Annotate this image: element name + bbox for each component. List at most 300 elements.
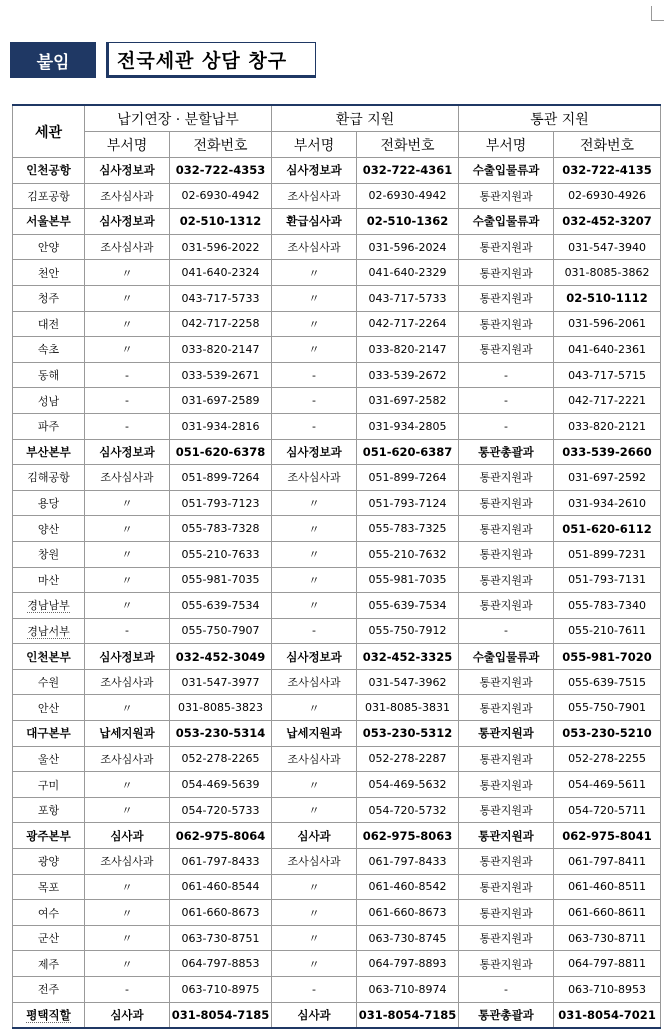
deferral-dept-text: - bbox=[125, 624, 129, 638]
customs-office-cell bbox=[13, 311, 85, 337]
clearance-phone-text: 055-210-7611 bbox=[568, 624, 646, 638]
customs-office-text: 안산 bbox=[37, 701, 60, 715]
deferral-phone-text: 055-750-7907 bbox=[181, 624, 260, 638]
refund-phone-cell bbox=[357, 593, 459, 619]
refund-phone-text: 063-730-8745 bbox=[368, 931, 447, 945]
refund-phone-text: 033-539-2672 bbox=[368, 368, 447, 382]
refund-dept-cell bbox=[272, 644, 357, 670]
refund-phone-cell bbox=[357, 951, 459, 977]
clearance-phone-text: 02-510-1112 bbox=[566, 291, 648, 306]
refund-phone-text: 061-797-8433 bbox=[368, 854, 447, 868]
refund-dept-text: 〃 bbox=[308, 548, 320, 562]
clearance-dept-cell bbox=[459, 593, 554, 619]
clearance-dept-cell bbox=[459, 465, 554, 491]
refund-dept-text: 심사정보과 bbox=[286, 649, 342, 664]
clearance-dept-cell bbox=[459, 337, 554, 363]
refund-dept-text: 〃 bbox=[308, 266, 320, 280]
clearance-dept-cell bbox=[459, 721, 554, 747]
deferral-phone-text: 052-278-2265 bbox=[181, 752, 260, 766]
table-row bbox=[13, 541, 661, 567]
refund-dept-text: 조사심사과 bbox=[287, 241, 341, 255]
refund-phone-text: 064-797-8893 bbox=[368, 957, 447, 971]
clearance-dept-text: - bbox=[504, 368, 509, 382]
clearance-phone-text: 063-730-8711 bbox=[568, 931, 646, 945]
clearance-dept-text: 통관지원과 bbox=[479, 676, 533, 690]
deferral-dept-cell bbox=[85, 925, 170, 951]
deferral-phone-cell bbox=[170, 721, 272, 747]
subheader-phone: 전화번호 bbox=[170, 132, 272, 158]
clearance-dept-text: 통관지원과 bbox=[479, 189, 533, 203]
deferral-phone-text: 043-717-5733 bbox=[181, 291, 260, 305]
customs-office-text: 경남남부 bbox=[27, 599, 70, 613]
refund-dept-cell bbox=[272, 209, 357, 235]
customs-office-text: 광주본부 bbox=[26, 828, 71, 843]
customs-office-text: 여수 bbox=[37, 906, 60, 920]
clearance-dept-cell bbox=[459, 311, 554, 337]
deferral-phone-text: 041-640-2324 bbox=[181, 266, 260, 280]
deferral-phone-cell bbox=[170, 874, 272, 900]
refund-phone-cell bbox=[357, 260, 459, 286]
clearance-dept-cell bbox=[459, 925, 554, 951]
clearance-dept-cell bbox=[459, 413, 554, 439]
header-group-clearance: 통관 지원 bbox=[459, 105, 661, 132]
table-row bbox=[13, 567, 661, 593]
clearance-dept-cell bbox=[459, 183, 554, 209]
clearance-dept-text: 통관지원과 bbox=[479, 266, 533, 280]
refund-phone-text: 063-710-8974 bbox=[368, 982, 447, 996]
table-row bbox=[13, 849, 661, 875]
clearance-phone-cell bbox=[554, 183, 661, 209]
clearance-dept-text: 통관총괄과 bbox=[478, 1007, 534, 1022]
deferral-dept-text: 〃 bbox=[121, 548, 133, 562]
deferral-phone-cell bbox=[170, 541, 272, 567]
refund-dept-text: 조사심사과 bbox=[287, 189, 341, 203]
refund-dept-text: - bbox=[312, 368, 316, 382]
refund-dept-cell bbox=[272, 797, 357, 823]
deferral-phone-text: 054-469-5639 bbox=[181, 778, 260, 792]
page-corner-mark bbox=[651, 6, 664, 21]
customs-office-text: 서울본부 bbox=[26, 214, 71, 229]
deferral-phone-text: 051-793-7123 bbox=[181, 496, 260, 510]
deferral-dept-text: 〃 bbox=[121, 497, 133, 511]
table-row bbox=[13, 388, 661, 414]
refund-phone-text: 054-469-5632 bbox=[368, 778, 447, 792]
refund-dept-cell bbox=[272, 900, 357, 926]
refund-dept-cell bbox=[272, 465, 357, 491]
clearance-phone-cell bbox=[554, 797, 661, 823]
clearance-phone-cell bbox=[554, 260, 661, 286]
deferral-phone-cell bbox=[170, 797, 272, 823]
subheader-dept: 부서명 bbox=[459, 132, 554, 158]
refund-dept-cell bbox=[272, 567, 357, 593]
customs-office-text: 동해 bbox=[37, 369, 60, 383]
deferral-phone-text: 064-797-8853 bbox=[181, 957, 260, 971]
customs-office-cell bbox=[13, 388, 85, 414]
customs-office-text: 성남 bbox=[37, 394, 60, 408]
deferral-phone-text: 033-539-2671 bbox=[181, 368, 260, 382]
refund-phone-text: 041-640-2329 bbox=[368, 266, 447, 280]
clearance-phone-text: 033-539-2660 bbox=[562, 444, 652, 459]
clearance-phone-text: 031-934-2610 bbox=[568, 496, 646, 510]
customs-office-text: 마산 bbox=[37, 573, 60, 587]
table-row bbox=[13, 362, 661, 388]
customs-office-text: 광양 bbox=[37, 855, 60, 869]
refund-phone-cell bbox=[357, 874, 459, 900]
table-row bbox=[13, 951, 661, 977]
clearance-phone-text: 031-8085-3862 bbox=[564, 266, 650, 280]
clearance-phone-text: 033-820-2121 bbox=[568, 419, 646, 433]
deferral-phone-text: 055-639-7534 bbox=[181, 598, 260, 612]
refund-phone-text: 031-934-2805 bbox=[368, 419, 447, 433]
clearance-phone-cell bbox=[554, 362, 661, 388]
clearance-dept-cell bbox=[459, 541, 554, 567]
clearance-phone-cell bbox=[554, 695, 661, 721]
refund-phone-cell bbox=[357, 337, 459, 363]
clearance-phone-cell bbox=[554, 209, 661, 235]
customs-office-cell bbox=[13, 746, 85, 772]
deferral-phone-text: 055-210-7633 bbox=[181, 547, 260, 561]
refund-phone-cell bbox=[357, 516, 459, 542]
customs-office-text: 인천본부 bbox=[26, 649, 71, 664]
clearance-phone-text: 051-899-7231 bbox=[568, 547, 646, 561]
clearance-phone-cell bbox=[554, 311, 661, 337]
refund-phone-cell bbox=[357, 490, 459, 516]
clearance-dept-text: - bbox=[504, 624, 509, 638]
refund-phone-text: 031-697-2582 bbox=[368, 394, 447, 408]
deferral-dept-text: 〃 bbox=[121, 906, 133, 920]
deferral-phone-cell bbox=[170, 260, 272, 286]
refund-dept-cell bbox=[272, 951, 357, 977]
deferral-phone-text: 033-820-2147 bbox=[181, 342, 260, 356]
refund-phone-text: 042-717-2264 bbox=[368, 317, 447, 331]
refund-phone-text: 055-639-7534 bbox=[368, 598, 447, 612]
refund-dept-text: 〃 bbox=[308, 957, 320, 971]
deferral-dept-cell bbox=[85, 413, 170, 439]
customs-office-text: 파주 bbox=[37, 420, 60, 434]
refund-dept-text: 납세지원과 bbox=[286, 726, 342, 741]
customs-office-text: 안양 bbox=[37, 241, 60, 255]
deferral-phone-cell bbox=[170, 439, 272, 465]
refund-dept-text: 조사심사과 bbox=[287, 676, 341, 690]
customs-office-text: 청주 bbox=[37, 292, 60, 306]
deferral-phone-text: 055-783-7328 bbox=[181, 522, 260, 536]
customs-office-cell bbox=[13, 874, 85, 900]
refund-phone-text: 031-8085-3831 bbox=[365, 701, 450, 715]
deferral-phone-text: 02-6930-4942 bbox=[181, 189, 260, 203]
refund-dept-cell bbox=[272, 311, 357, 337]
clearance-phone-cell bbox=[554, 977, 661, 1003]
clearance-dept-cell bbox=[459, 644, 554, 670]
clearance-phone-text: 02-6930-4926 bbox=[568, 189, 646, 203]
deferral-dept-text: 〃 bbox=[121, 317, 133, 331]
clearance-phone-cell bbox=[554, 413, 661, 439]
customs-office-text: 경남서부 bbox=[27, 624, 70, 638]
refund-phone-text: 054-720-5732 bbox=[368, 803, 447, 817]
customs-office-text: 포항 bbox=[37, 804, 60, 818]
deferral-phone-cell bbox=[170, 413, 272, 439]
refund-phone-text: 02-6930-4942 bbox=[368, 189, 447, 203]
deferral-dept-text: - bbox=[125, 394, 129, 408]
deferral-dept-text: 〃 bbox=[121, 804, 133, 818]
refund-dept-cell bbox=[272, 849, 357, 875]
deferral-phone-cell bbox=[170, 158, 272, 184]
customs-office-text: 울산 bbox=[37, 752, 60, 766]
customs-office-cell bbox=[13, 593, 85, 619]
deferral-dept-text: 〃 bbox=[121, 266, 133, 280]
clearance-dept-text: 통관지원과 bbox=[479, 880, 533, 894]
clearance-dept-text: 수출입물류과 bbox=[472, 649, 540, 664]
table-row bbox=[13, 516, 661, 542]
table-row bbox=[13, 209, 661, 235]
deferral-phone-cell bbox=[170, 362, 272, 388]
clearance-dept-text: 통관지원과 bbox=[479, 599, 533, 613]
deferral-phone-cell bbox=[170, 669, 272, 695]
deferral-dept-text: 조사심사과 bbox=[100, 676, 154, 690]
table-row bbox=[13, 900, 661, 926]
deferral-dept-text: 〃 bbox=[121, 957, 133, 971]
refund-dept-text: 〃 bbox=[308, 906, 320, 920]
clearance-dept-cell bbox=[459, 849, 554, 875]
clearance-phone-cell bbox=[554, 465, 661, 491]
refund-dept-cell bbox=[272, 516, 357, 542]
deferral-dept-cell bbox=[85, 618, 170, 644]
clearance-phone-cell bbox=[554, 285, 661, 311]
clearance-dept-cell bbox=[459, 567, 554, 593]
refund-phone-cell bbox=[357, 669, 459, 695]
refund-phone-text: 055-783-7325 bbox=[368, 522, 447, 536]
subheader-phone: 전화번호 bbox=[554, 132, 661, 158]
refund-dept-cell bbox=[272, 618, 357, 644]
clearance-phone-cell bbox=[554, 234, 661, 260]
refund-dept-cell bbox=[272, 158, 357, 184]
deferral-dept-cell bbox=[85, 260, 170, 286]
deferral-phone-cell bbox=[170, 516, 272, 542]
refund-phone-cell bbox=[357, 209, 459, 235]
refund-dept-text: 〃 bbox=[308, 497, 320, 511]
table-row bbox=[13, 746, 661, 772]
clearance-dept-text: 통관지원과 bbox=[479, 906, 533, 920]
table-row bbox=[13, 593, 661, 619]
deferral-phone-text: 031-547-3977 bbox=[181, 675, 260, 689]
table-row bbox=[13, 158, 661, 184]
refund-dept-text: 〃 bbox=[308, 292, 320, 306]
refund-phone-cell bbox=[357, 183, 459, 209]
refund-phone-text: 062-975-8063 bbox=[362, 828, 453, 843]
deferral-dept-text: 〃 bbox=[121, 573, 133, 587]
customs-office-cell bbox=[13, 797, 85, 823]
table-row bbox=[13, 669, 661, 695]
clearance-dept-text: 통관지원과 bbox=[479, 932, 533, 946]
deferral-phone-text: 063-730-8751 bbox=[181, 931, 260, 945]
deferral-dept-cell bbox=[85, 516, 170, 542]
deferral-dept-cell bbox=[85, 337, 170, 363]
deferral-dept-text: 조사심사과 bbox=[100, 752, 154, 766]
customs-office-cell bbox=[13, 234, 85, 260]
deferral-dept-cell bbox=[85, 721, 170, 747]
subheader-dept: 부서명 bbox=[85, 132, 170, 158]
customs-office-cell bbox=[13, 823, 85, 849]
customs-office-cell bbox=[13, 925, 85, 951]
refund-phone-cell bbox=[357, 311, 459, 337]
clearance-phone-cell bbox=[554, 567, 661, 593]
deferral-dept-text: 〃 bbox=[121, 778, 133, 792]
deferral-dept-cell bbox=[85, 490, 170, 516]
refund-dept-text: 〃 bbox=[308, 599, 320, 613]
refund-phone-cell bbox=[357, 234, 459, 260]
clearance-dept-cell bbox=[459, 900, 554, 926]
refund-dept-cell bbox=[272, 337, 357, 363]
clearance-dept-text: 통관지원과 bbox=[479, 522, 533, 536]
customs-office-text: 용당 bbox=[37, 497, 60, 511]
deferral-dept-cell bbox=[85, 541, 170, 567]
refund-phone-text: 031-8054-7185 bbox=[358, 1007, 457, 1022]
refund-phone-cell bbox=[357, 746, 459, 772]
refund-phone-text: 061-460-8542 bbox=[368, 880, 447, 894]
clearance-dept-text: - bbox=[504, 982, 509, 996]
refund-phone-text: 052-278-2287 bbox=[368, 752, 447, 766]
table-row bbox=[13, 925, 661, 951]
clearance-dept-cell bbox=[459, 1002, 554, 1028]
subheader-phone: 전화번호 bbox=[357, 132, 459, 158]
refund-phone-cell bbox=[357, 439, 459, 465]
clearance-dept-text: - bbox=[504, 419, 509, 433]
deferral-dept-cell bbox=[85, 644, 170, 670]
clearance-dept-text: 통관지원과 bbox=[479, 804, 533, 818]
refund-dept-text: 심사과 bbox=[297, 828, 331, 843]
subheader-dept: 부서명 bbox=[272, 132, 357, 158]
refund-dept-text: 심사정보과 bbox=[286, 444, 342, 459]
table-row bbox=[13, 234, 661, 260]
customs-office-cell bbox=[13, 977, 85, 1003]
customs-office-text: 대전 bbox=[37, 317, 60, 331]
clearance-phone-cell bbox=[554, 772, 661, 798]
deferral-dept-cell bbox=[85, 772, 170, 798]
clearance-phone-text: 042-717-2221 bbox=[568, 394, 646, 408]
refund-dept-cell bbox=[272, 823, 357, 849]
refund-dept-cell bbox=[272, 721, 357, 747]
table-row bbox=[13, 644, 661, 670]
clearance-dept-text: 수출입물류과 bbox=[472, 214, 540, 229]
table-row bbox=[13, 772, 661, 798]
table-row bbox=[13, 874, 661, 900]
table-row bbox=[13, 797, 661, 823]
deferral-dept-text: - bbox=[125, 368, 129, 382]
clearance-phone-cell bbox=[554, 669, 661, 695]
clearance-phone-cell bbox=[554, 593, 661, 619]
deferral-phone-text: 061-460-8544 bbox=[181, 880, 260, 894]
clearance-phone-cell bbox=[554, 337, 661, 363]
deferral-phone-text: 051-899-7264 bbox=[181, 470, 260, 484]
deferral-phone-text: 063-710-8975 bbox=[181, 982, 260, 996]
clearance-dept-cell bbox=[459, 260, 554, 286]
deferral-dept-text: 〃 bbox=[121, 292, 133, 306]
deferral-dept-text: 〃 bbox=[121, 599, 133, 613]
refund-dept-text: 조사심사과 bbox=[287, 471, 341, 485]
refund-dept-text: 〃 bbox=[308, 522, 320, 536]
deferral-phone-cell bbox=[170, 849, 272, 875]
deferral-phone-text: 054-720-5733 bbox=[181, 803, 260, 817]
clearance-phone-text: 041-640-2361 bbox=[568, 342, 646, 356]
header-customs: 세관 bbox=[13, 105, 85, 158]
customs-office-cell bbox=[13, 183, 85, 209]
deferral-dept-cell bbox=[85, 951, 170, 977]
deferral-phone-cell bbox=[170, 209, 272, 235]
customs-office-text: 목포 bbox=[37, 880, 60, 894]
deferral-phone-text: 053-230-5314 bbox=[175, 726, 266, 741]
deferral-dept-cell bbox=[85, 977, 170, 1003]
deferral-dept-text: 심사과 bbox=[110, 1007, 144, 1022]
deferral-phone-cell bbox=[170, 490, 272, 516]
clearance-phone-text: 053-230-5210 bbox=[562, 726, 652, 741]
clearance-dept-cell bbox=[459, 977, 554, 1003]
deferral-dept-cell bbox=[85, 1002, 170, 1028]
deferral-phone-cell bbox=[170, 593, 272, 619]
refund-phone-cell bbox=[357, 465, 459, 491]
table-row bbox=[13, 439, 661, 465]
customs-office-text: 제주 bbox=[37, 957, 60, 971]
refund-dept-text: - bbox=[312, 394, 316, 408]
clearance-phone-text: 064-797-8811 bbox=[568, 957, 646, 971]
refund-phone-text: 051-793-7124 bbox=[368, 496, 447, 510]
customs-office-cell bbox=[13, 285, 85, 311]
refund-phone-cell bbox=[357, 285, 459, 311]
clearance-phone-cell bbox=[554, 849, 661, 875]
deferral-phone-text: 031-596-2022 bbox=[181, 240, 260, 254]
refund-dept-text: - bbox=[312, 624, 316, 638]
clearance-phone-text: 052-278-2255 bbox=[568, 752, 646, 766]
refund-dept-text: 〃 bbox=[308, 701, 320, 715]
table-row bbox=[13, 1002, 661, 1028]
clearance-dept-text: 통관지원과 bbox=[479, 471, 533, 485]
refund-dept-cell bbox=[272, 1002, 357, 1028]
clearance-phone-text: 054-469-5611 bbox=[568, 778, 646, 792]
customs-office-text: 양산 bbox=[37, 522, 60, 536]
customs-office-text: 수원 bbox=[37, 676, 60, 690]
clearance-dept-cell bbox=[459, 669, 554, 695]
deferral-dept-cell bbox=[85, 797, 170, 823]
refund-dept-cell bbox=[272, 746, 357, 772]
clearance-phone-cell bbox=[554, 900, 661, 926]
clearance-phone-cell bbox=[554, 951, 661, 977]
clearance-phone-cell bbox=[554, 644, 661, 670]
deferral-dept-text: 조사심사과 bbox=[100, 471, 154, 485]
customs-office-text: 군산 bbox=[37, 932, 60, 946]
deferral-dept-cell bbox=[85, 593, 170, 619]
deferral-dept-text: 심사정보과 bbox=[99, 163, 155, 178]
table-row bbox=[13, 311, 661, 337]
table-row bbox=[13, 490, 661, 516]
clearance-phone-text: 051-620-6112 bbox=[562, 521, 652, 536]
deferral-dept-cell bbox=[85, 823, 170, 849]
customs-office-cell bbox=[13, 849, 85, 875]
header-group-deferral: 납기연장 · 분할납부 bbox=[85, 105, 272, 132]
deferral-phone-cell bbox=[170, 388, 272, 414]
clearance-dept-cell bbox=[459, 158, 554, 184]
refund-phone-cell bbox=[357, 413, 459, 439]
refund-dept-text: 〃 bbox=[308, 573, 320, 587]
deferral-dept-text: 조사심사과 bbox=[100, 189, 154, 203]
clearance-phone-text: 055-639-7515 bbox=[568, 675, 646, 689]
refund-dept-cell bbox=[272, 285, 357, 311]
customs-office-text: 부산본부 bbox=[26, 444, 71, 459]
customs-office-text: 인천공항 bbox=[26, 163, 71, 178]
refund-dept-text: 조사심사과 bbox=[287, 855, 341, 869]
clearance-dept-text: 통관지원과 bbox=[479, 778, 533, 792]
refund-phone-cell bbox=[357, 541, 459, 567]
clearance-dept-text: 통관지원과 bbox=[479, 701, 533, 715]
customs-office-cell bbox=[13, 337, 85, 363]
clearance-dept-cell bbox=[459, 797, 554, 823]
